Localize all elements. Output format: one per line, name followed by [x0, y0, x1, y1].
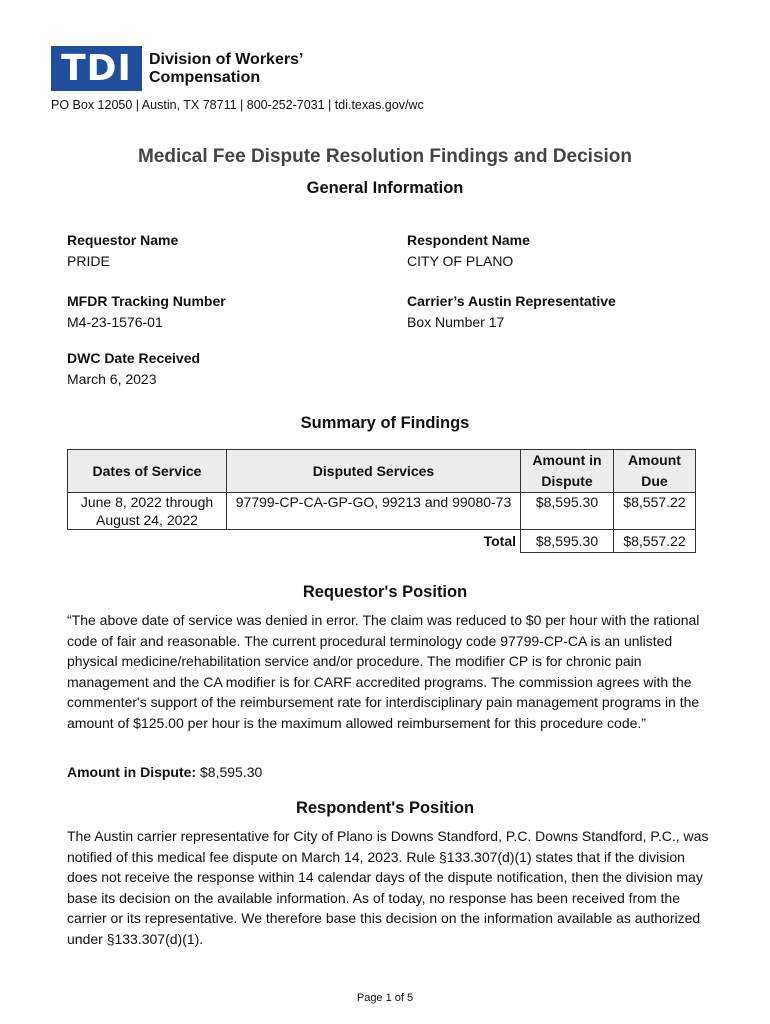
- page-title: Medical Fee Dispute Resolution Findings and Decision: [137, 146, 633, 167]
- row-dispute: $8,595.30: [521, 493, 614, 530]
- logo-mark: TDI: [51, 46, 142, 91]
- requestor-position-text: “The above date of service was denied in error. The claim was reduced to $0 per hour with the rational code of fair and reasonable. The current procedural terminology code 97799-CP-CA is an unlisted physical medicine/rehabilitation service and/or procedure. The modifier CP is for chronic pain management and the CA modifier is for CARF accredited programs. The commission agrees with the commenter's support of the reimbursement rate for interdisciplinary pain management programs in the amount of $125.00 per hour is the maximum allowed reimbursement for this procedure code.”: [67, 612, 700, 731]
- carrier-label: Carrier’s Austin Representative: [407, 293, 616, 309]
- respondent-position-heading: Respondent's Position: [295, 799, 475, 817]
- amount-in-dispute-label: Amount in Dispute:: [67, 764, 197, 780]
- respondent-label: Respondent Name: [407, 232, 530, 248]
- tdi-logo: [51, 46, 303, 91]
- summary-header-row: [68, 450, 696, 493]
- total-label: Total: [227, 530, 521, 553]
- row-due: $8,557.22: [614, 493, 696, 530]
- row-dates: June 8, 2022 through August 24, 2022: [68, 493, 227, 530]
- respondent-value: CITY OF PLANO: [407, 253, 514, 269]
- page-number: Page 1 of 5: [356, 992, 414, 1004]
- org-name: [149, 51, 303, 87]
- tracking-label: MFDR Tracking Number: [67, 293, 226, 309]
- col-dispute-header: Amount in Dispute: [521, 450, 614, 493]
- org-name-line1: Division of Workers’: [149, 50, 304, 68]
- table-row: [68, 493, 696, 530]
- respondent-position-text: The Austin carrier representative for City of Plano is Downs Standford, P.C. Downs Standford, P.C., was notified of this medical fee dispute on March 14, 2023. Rule §133.307(d)(1) states that if the division does not receive the response within 14 calendar days of the dispute notification, then the division may base its decision on the available information. As of today, no response has been received from the carrier or its representative. We therefore base this decision on the information available as authorized under §133.307(d)(1).: [67, 828, 709, 947]
- total-dispute: $8,595.30: [521, 530, 614, 553]
- col-due-header: Amount Due: [614, 450, 696, 493]
- general-info-heading: General Information: [306, 179, 464, 197]
- requestor-position-heading: Requestor's Position: [302, 583, 468, 601]
- received-value: March 6, 2023: [67, 371, 157, 387]
- tracking-value: M4-23-1576-01: [67, 314, 163, 330]
- col-dates-header: Dates of Service: [68, 450, 227, 493]
- carrier-value: Box Number 17: [407, 314, 505, 330]
- col-services-header: Disputed Services: [227, 450, 521, 493]
- amount-in-dispute-value: $8,595.30: [200, 764, 263, 780]
- received-label: DWC Date Received: [67, 350, 201, 366]
- org-name-line2: Compensation: [149, 68, 261, 86]
- total-row: [68, 530, 696, 553]
- address-line: PO Box 12050 | Austin, TX 78711 | 800-252-7031 | tdi.texas.gov/wc: [51, 98, 424, 112]
- summary-table: [67, 449, 696, 553]
- amount-in-dispute-line: [67, 762, 717, 783]
- summary-heading: Summary of Findings: [300, 414, 470, 432]
- requestor-value: PRIDE: [67, 253, 110, 269]
- requestor-label: Requestor Name: [67, 232, 179, 248]
- row-services: 97799-CP-CA-GP-GO, 99213 and 99080-73: [227, 493, 521, 530]
- total-due: $8,557.22: [614, 530, 696, 553]
